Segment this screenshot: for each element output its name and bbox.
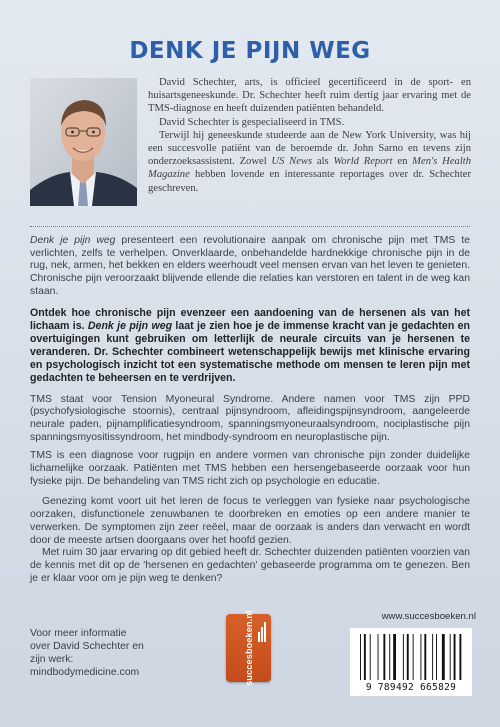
closing-paragraph: Met ruim 30 jaar ervaring op dit gebied heeft dr. Schechter duizenden patiënten voorzien van de kennis met dit op de 'hersenen en gedachten' gebaseerde programma om te genezen. Ben je er klaar voor om je pijn weg te denken?: [30, 547, 470, 584]
highlight-paragraph: Ontdek hoe chronische pijn evenzeer een aandoening van de hersenen als van het lichaam is. Denk je pijn weg laat je zien hoe je de immense kracht van je gedachten en overtuigingen kunt gebruiken om letterlijk de neurale circuits van je hersenen te veranderen. Dr. Schechter combineert wetenschappelijk bewijs met klinische ervaring en psychologisch inzicht tot een systematische methode om mensen te leren pijn met gedachten te beheersen en te verdrijven.: [30, 306, 470, 384]
isbn-number: 9 789492 665829: [365, 682, 457, 693]
barcode-icon: [350, 628, 472, 684]
healing-paragraph: Genezing komt voort uit het leren de focus te verleggen van fysieke naar psychologische oorzaken, disfunctionele zenuwbanen te doorbreken en emoties op een andere manier te verwerken. De symptomen zijn zeer reëel, maar de oorzaak is anders dan verwacht en wordt door de meeste artsen doorgaans over het hoofd gezien.: [30, 496, 470, 546]
barcode-bar: [407, 634, 409, 680]
barcode-bar: [364, 634, 366, 680]
barcode-bar: [432, 634, 433, 680]
tms-diagnosis-paragraph: TMS is een diagnose voor rugpijn en andere vormen van chronische pijn zonder duidelijke lichamelijke oorzaak. Patiënten met TMS hebben een hersengebaseerde oorzaak voor hun fysieke pijn. De behandeling van TMS richt zich op psychologie en educatie.: [30, 450, 470, 487]
barcode-bar: [459, 634, 461, 680]
publisher-logo-text: succesboeken.nl: [243, 610, 254, 686]
publisher-url[interactable]: www.succesboeken.nl: [381, 611, 476, 622]
author-info: [30, 627, 160, 679]
barcode-bar: [389, 634, 390, 680]
bio-paragraph: David Schechter, arts, is officieel gecertificeerd in de sport- en huisartsgeneeskunde. Dr. Schechter heeft ruim dertig jaar ervaring met de TMS-diagnose en heeft duizenden patiënten behandeld.: [148, 77, 471, 115]
barcode-bar: [436, 634, 437, 680]
publisher-logo: [226, 610, 271, 686]
dotted-divider: [30, 226, 470, 227]
barcode-bar: [360, 634, 361, 680]
barcode-bar: [403, 634, 404, 680]
intro-paragraph: Denk je pijn weg presenteert een revolutionaire aanpak om chronische pijn met TMS te verlichten, zelfs te verhelpen. Onverklaarde, onbehandelde hardnekkige chronische pijn in de rug, nek, armen, het bekken en elders weerhoudt veel mensen ervan van het leven te genieten. Chronische pijn veroorzaakt blijvende ellende die relaties kan verstoren en talent in de weg kan staan.: [30, 235, 470, 297]
author-photo: [30, 78, 137, 206]
info-line: Voor meer informatie: [30, 628, 127, 639]
barcode-bar: [442, 634, 445, 680]
barcode-bar: [378, 634, 379, 680]
author-bio: [148, 76, 471, 195]
blurb-text: [30, 235, 470, 585]
barcode-bar: [454, 634, 456, 680]
bio-paragraph: David Schechter is gespecialiseerd in TMS.: [159, 116, 345, 128]
tms-definition-paragraph: TMS staat voor Tension Myoneural Syndrome. Andere namen voor TMS zijn PPD (psychofysiologische stoornis), centraal pijnsyndroom, afleidingspijnsyndroom, aangeleerde neurale paden, pijnamplificatiesyndroom, spanningsmyoneuraalsyndroom, nociplastische pijn spanningsmyositissyndroom, het mindbody-syndroom en neuroplastische pijn.: [30, 393, 470, 443]
isbn-barcode: [350, 628, 472, 696]
book-title: DENK JE PIJN WEG: [129, 38, 371, 64]
info-line: over David Schechter en: [30, 641, 144, 652]
barcode-bar: [370, 634, 371, 680]
barcode-bar: [424, 634, 426, 680]
barcode-bar: [450, 634, 451, 680]
barcode-bar: [413, 634, 414, 680]
barcode-bar: [420, 634, 421, 680]
barcode-bar: [383, 634, 385, 680]
info-line: zijn werk:: [30, 654, 74, 665]
bio-paragraph: Terwijl hij geneeskunde studeerde aan de New York University, was hij een succesvolle patiënt van de beroemde dr. John Sarno en tevens zijn onderzoeksassistent. Zowel US News als World Report en Men's Health Magazine hebben lovende en interessante reportages over dr. Schechter geschreven.: [148, 129, 471, 194]
barcode-bar: [393, 634, 396, 680]
author-website-link[interactable]: mindbodymedicine.com: [30, 667, 140, 678]
